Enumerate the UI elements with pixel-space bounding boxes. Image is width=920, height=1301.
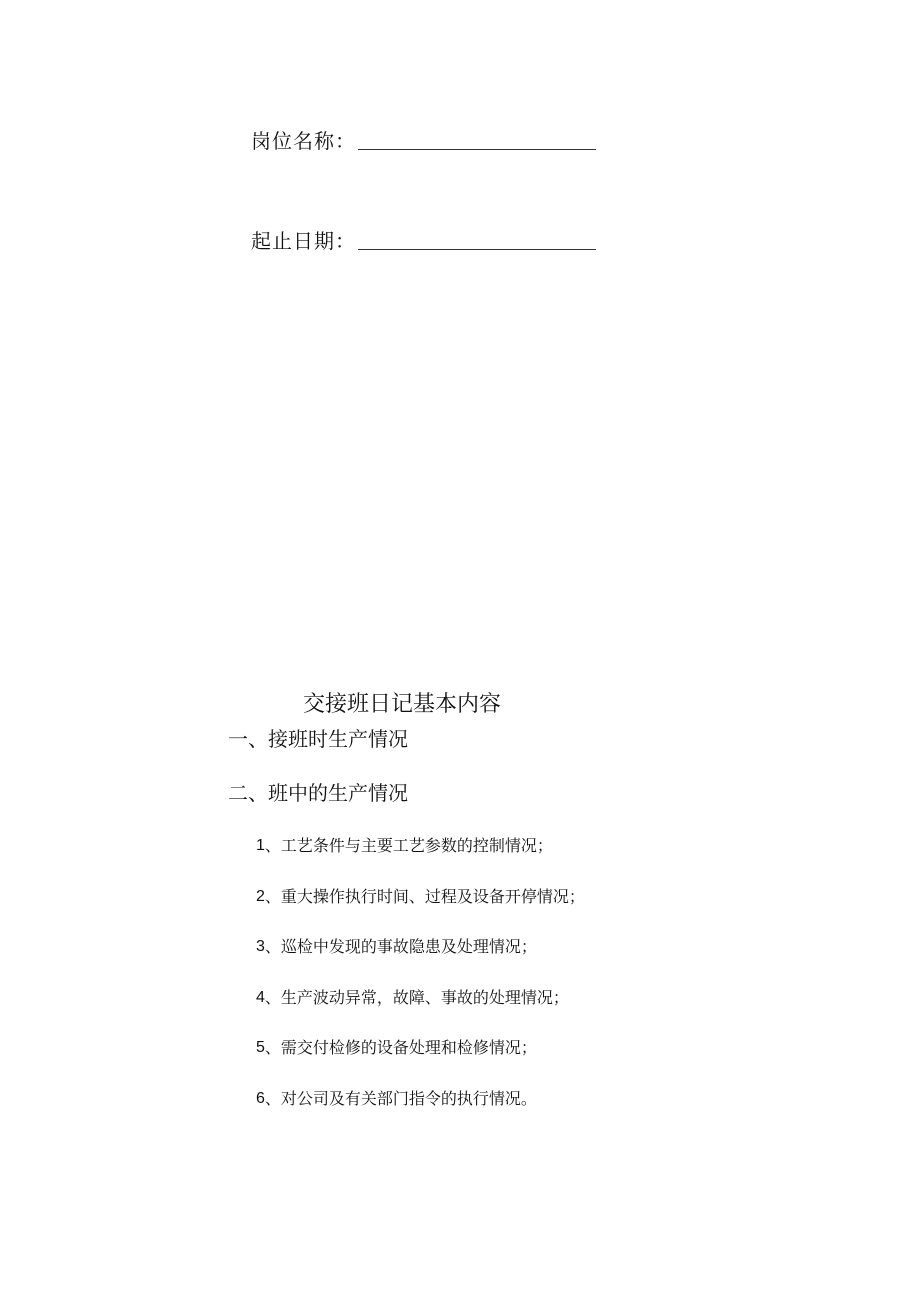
section-heading-2: 二、班中的生产情况 (228, 781, 408, 805)
item-text: 、生产波动异常，故障、事故的处理情况； (264, 987, 569, 1007)
item-text: 、需交付检修的设备处理和检修情况； (264, 1038, 537, 1057)
item-number: 2 (256, 887, 265, 905)
item-number: 4 (256, 988, 265, 1006)
list-item (256, 1036, 585, 1087)
list-item (256, 1087, 585, 1138)
list-item (256, 885, 585, 936)
item-text: 、对公司及有关部门指令的执行情况。 (264, 1088, 537, 1108)
section-heading-1: 一、接班时生产情况 (228, 727, 408, 751)
item-number: 1 (256, 837, 265, 854)
position-name-label: 岗位名称： (251, 129, 356, 153)
date-range-label: 起止日期： (251, 229, 356, 253)
item-number: 5 (256, 1039, 265, 1056)
list-item (256, 935, 585, 986)
position-name-blank[interactable] (358, 149, 596, 150)
item-number: 3 (256, 938, 265, 955)
item-text: 、工艺条件与主要工艺参数的控制情况； (264, 836, 553, 855)
date-range-blank[interactable] (358, 249, 596, 250)
item-list (256, 834, 585, 1137)
item-text: 、巡检中发现的事故隐患及处理情况； (264, 937, 537, 956)
item-text: 、重大操作执行时间、过程及设备开停情况； (264, 886, 585, 906)
list-item (256, 986, 585, 1037)
position-name-field (251, 124, 596, 154)
list-item (256, 834, 585, 885)
item-number: 6 (256, 1089, 265, 1107)
date-range-field (251, 224, 596, 254)
document-title: 交接班日记基本内容 (303, 692, 502, 717)
